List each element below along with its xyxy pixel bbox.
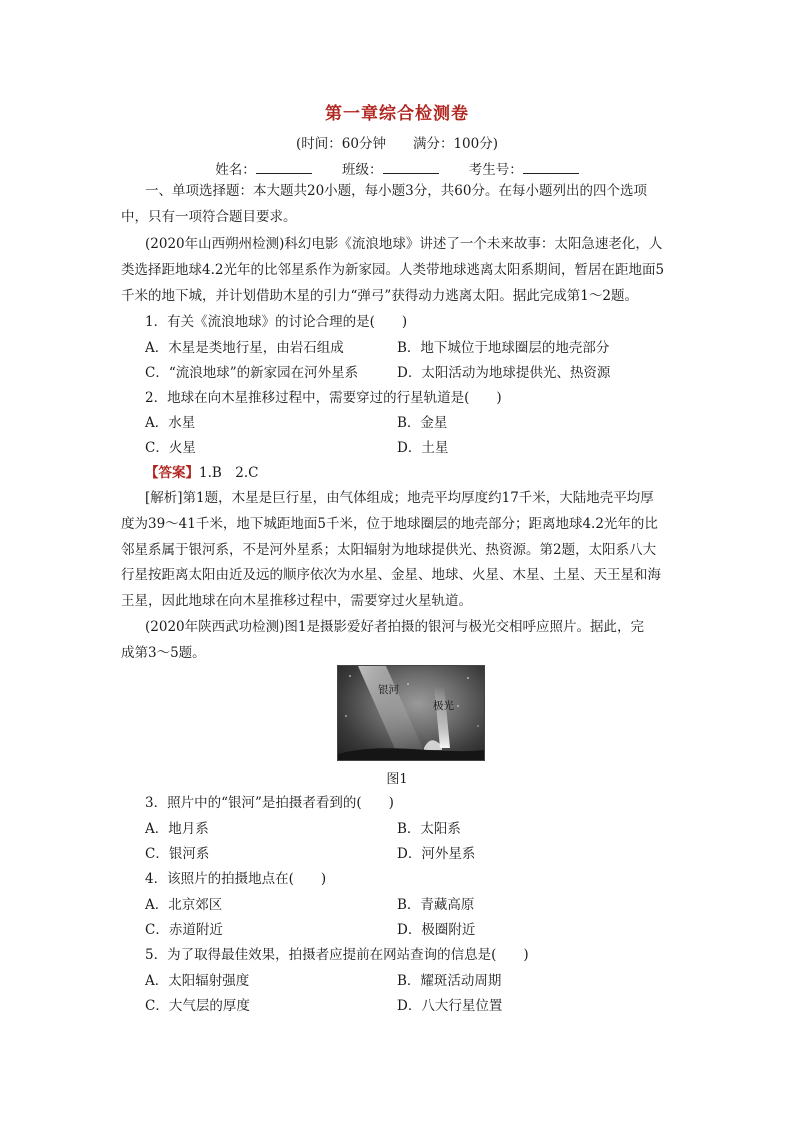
analysis1-line2: 度为39～41千米，地下城距地面5千米，位于地球圈层的地壳部分；距离地球4.2光年的比 xyxy=(121,516,658,532)
id-label: 考生号： xyxy=(468,162,523,178)
horizon xyxy=(338,748,484,760)
answer-text: 1.B 2.C xyxy=(199,465,259,481)
q5-option-d: D．八大行星位置 xyxy=(397,998,503,1014)
q3-stem: 3．照片中的“银河”是拍摄者看到的( ) xyxy=(145,795,394,811)
milkyway-band xyxy=(358,666,428,760)
label-aurora: 极光 xyxy=(433,700,454,712)
aurora-curtain xyxy=(434,686,450,748)
label-milkyway: 银河 xyxy=(378,684,399,696)
section1-line1: 一、单项选择题：本大题共20小题，每小题3分，共60分。在每小题列出的四个选项 xyxy=(145,183,647,199)
student-info-line xyxy=(0,158,794,178)
figure-caption: 图1 xyxy=(386,772,408,787)
passage2-line2: 成第3～5题。 xyxy=(121,645,206,661)
q4-option-d: D．极圈附近 xyxy=(397,922,476,938)
section1-line2: 中，只有一项符合题目要求。 xyxy=(121,209,297,225)
q1-stem: 1．有关《流浪地球》的讨论合理的是( ) xyxy=(145,314,408,330)
q1-option-a: A．木星是类地行星，由岩石组成 xyxy=(145,340,344,356)
name-blank[interactable] xyxy=(256,160,312,174)
q5-option-b: B．耀斑活动周期 xyxy=(397,973,502,989)
class-blank[interactable] xyxy=(383,160,439,174)
q3-option-b: B．太阳系 xyxy=(397,821,461,837)
name-label: 姓名： xyxy=(215,162,256,178)
q2-option-c: C．火星 xyxy=(145,440,196,456)
passage1-line2: 类选择距地球4.2光年的比邻星系作为新家园。人类带地球逃离太阳系期间，暂居在距地面5 xyxy=(121,262,665,278)
q4-option-c: C．赤道附近 xyxy=(145,922,223,938)
analysis1-line4: 行星按距离太阳由近及远的顺序依次为水星、金星、地球、火星、木星、土星、天王星和海 xyxy=(121,567,661,583)
milkyway-aurora-photo xyxy=(337,665,485,761)
q4-option-a: A．北京郊区 xyxy=(145,897,223,913)
answer1 xyxy=(145,464,259,482)
q2-option-d: D．土星 xyxy=(397,440,449,456)
photo-graphic xyxy=(338,666,484,760)
passage2-line1: (2020年陕西武功检测)图1是摄影爱好者拍摄的银河与极光交相呼应照片。据此，完 xyxy=(145,619,644,635)
analysis1-line3: 邻星系属于银河系，不是河外星系；太阳辐射为地球提供光、热资源。第2题，太阳系八大 xyxy=(121,542,657,558)
q5-stem: 5．为了取得最佳效果，拍摄者应提前在网站查询的信息是( ) xyxy=(145,947,529,963)
class-label: 班级： xyxy=(342,162,383,178)
q3-option-c: C．银河系 xyxy=(145,846,210,862)
passage1-line3: 千米的地下城，并计划借助木星的引力“弹弓”获得动力逃离太阳。据此完成第1～2题。 xyxy=(121,288,638,304)
q2-stem: 2．地球在向木星推移过程中，需要穿过的行星轨道是( ) xyxy=(145,390,502,406)
q5-option-c: C．大气层的厚度 xyxy=(145,998,250,1014)
time-score-line: (时间：60分钟 满分：100分) xyxy=(296,136,498,152)
q3-option-a: A．地月系 xyxy=(145,821,209,837)
q4-stem: 4．该照片的拍摄地点在( ) xyxy=(145,871,327,887)
answer-tag: 【答案】 xyxy=(145,465,199,481)
q5-option-a: A．太阳辐射强度 xyxy=(145,973,250,989)
q4-option-b: B．青藏高原 xyxy=(397,897,475,913)
analysis1-line1: [解析]第1题，木星是巨行星，由气体组成；地壳平均厚度约17千米，大陆地壳平均厚 xyxy=(145,490,654,506)
q3-option-d: D．河外星系 xyxy=(397,846,476,862)
id-blank[interactable] xyxy=(523,160,579,174)
q1-option-c: C．“流浪地球”的新家园在河外星系 xyxy=(145,365,359,381)
passage1-line1: (2020年山西朔州检测)科幻电影《流浪地球》讲述了一个未来故事：太阳急速老化，人 xyxy=(145,236,663,252)
q2-option-a: A．水星 xyxy=(145,415,196,431)
q1-option-b: B．地下城位于地球圈层的地壳部分 xyxy=(397,340,610,356)
q2-option-b: B．金星 xyxy=(397,415,448,431)
analysis1-line5: 王星，因此地球在向木星推移过程中，需要穿过火星轨道。 xyxy=(121,593,472,609)
q1-option-d: D．太阳活动为地球提供光、热资源 xyxy=(397,365,611,381)
page-title: 第一章综合检测卷 xyxy=(325,104,469,124)
